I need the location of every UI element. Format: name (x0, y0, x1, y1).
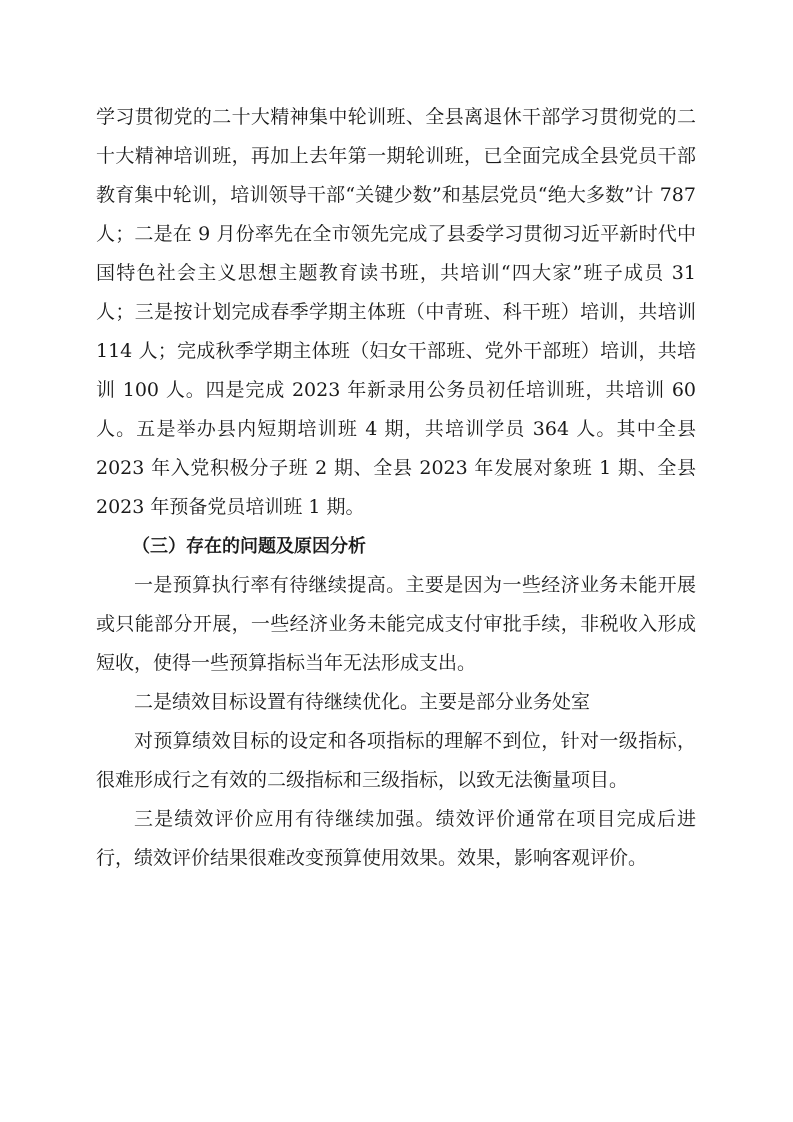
section-heading-problems: （三）存在的问题及原因分析 (132, 536, 366, 557)
body-paragraph-indicator-understanding: 对预算绩效目标的设定和各项指标的理解不到位，针对一级指标，很难形成行之有效的二级指标和三级指标，以致无法衡量项目。 (96, 730, 696, 791)
body-paragraph-performance-targets: 二是绩效目标设置有待继续优化。主要是部分业务处室 (134, 691, 591, 713)
document-body (96, 98, 696, 878)
body-paragraph-budget-execution: 一是预算执行率有待继续提高。主要是因为一些经济业务未能开展或只能部分开展，一些经济业务未能完成支付审批手续，非税收入形成短收，使得一些预算指标当年无法形成支出。 (96, 574, 696, 674)
body-paragraph-training-summary: 学习贯彻党的二十大精神集中轮训班、全县离退休干部学习贯彻党的二十大精神培训班，再加上去年第一期轮训班，已全面完成全县党员干部教育集中轮训，培训领导干部“关键少数”和基层党员“绝大多数”计 787 人；二是在 9 月份率先在全市领先完成了县委学习贯彻习近平新时代中国特色社会主义思想主题教育读书班，共培训“四大家”班子成员 31 人；三是按计划完成春季学期主体班（中青班、科干班）培训，共培训 114 人；完成秋季学期主体班（妇女干部班、党外干部班）培训，共培训 100 人。四是完成 2023 年新录用公务员初任培训班，共培训 60 人。五是举办县内短期培训班 4 期，共培训学员 364 人。其中全县 2023 年入党积极分子班 2 期、全县 2023 年发展对象班 1 期、全县 2023 年预备党员培训班 1 期。 (96, 106, 696, 518)
body-paragraph-evaluation-application: 三是绩效评价应用有待继续加强。绩效评价通常在项目完成后进行，绩效评价结果很难改变预算使用效果。效果，影响客观评价。 (96, 808, 696, 869)
